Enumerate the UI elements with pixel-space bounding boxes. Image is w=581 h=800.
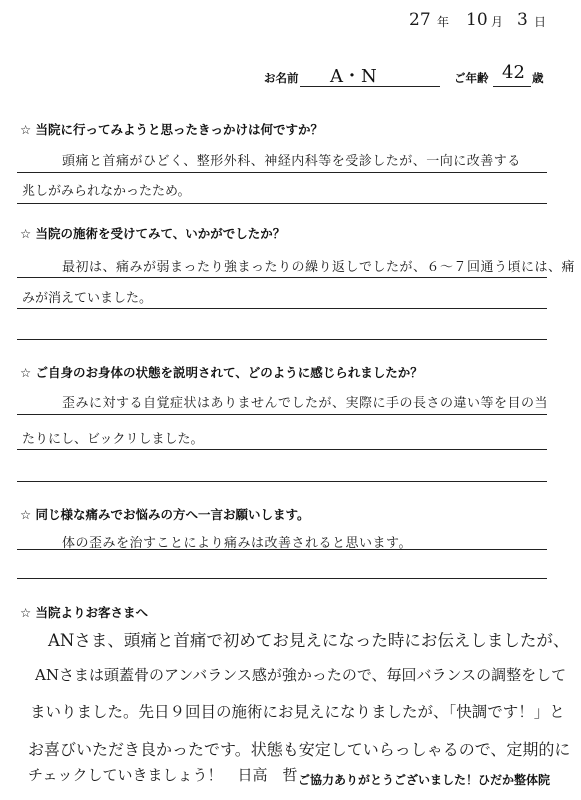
- question-1: ☆ 当院に行ってみようと思ったきっかけは何ですか？: [20, 122, 324, 137]
- answer-4-rule-1: [17, 549, 547, 550]
- answer-5-line-3: まいりました。先日９回目の施術にお見えになりましたが、「快調です！」と: [30, 703, 565, 721]
- age-underline: [493, 86, 531, 87]
- age-label: ご年齢: [454, 71, 489, 85]
- answer-5-line-5: チェックしていきましょう！ 日高 哲: [28, 766, 298, 784]
- question-2: ☆ 当院の施術を受けてみて、いかがでしたか？: [20, 226, 286, 241]
- answer-2-rule-2: [17, 308, 547, 309]
- date-day-unit: 日: [534, 15, 547, 29]
- answer-2-line-1: 最初は、痛みが弱まったり強まったりの繰り返しでしたが、６～７回通う頃には、痛: [62, 260, 576, 275]
- date-month-unit: 月: [491, 15, 504, 29]
- question-3: ☆ ご自身のお身体の状態を説明されて、どのように感じられましたか？: [20, 365, 423, 380]
- answer-2-rule-1: [17, 277, 547, 278]
- answer-5-line-2: ANさまは頭蓋骨のアンバランス感が強かったので、毎回バランスの調整をして: [35, 666, 567, 684]
- question-5: ☆ 当院よりお客さまへ: [20, 605, 149, 620]
- question-4: ☆ 同じ様な痛みでお悩みの方へ一言お願いします。: [20, 507, 310, 522]
- answer-1-line-1: 頭痛と首痛がひどく、整形外科、神経内科等を受診したが、一向に改善する: [62, 154, 521, 169]
- age-value: 42: [502, 62, 525, 83]
- answer-2-rule-3: [17, 339, 547, 340]
- date-year-unit: 年: [437, 15, 450, 29]
- name-label: お名前: [264, 71, 299, 85]
- answer-5-line-1: ANさま、頭痛と首痛で初めてお見えになった時にお伝えしましたが、: [48, 631, 570, 650]
- thanks-text: ご協力ありがとうございました！: [298, 773, 479, 787]
- answer-1-rule-1: [17, 172, 547, 173]
- answer-1-rule-2: [17, 203, 547, 204]
- answer-2-line-2: みが消えていました。: [22, 291, 153, 306]
- date-year: 27: [409, 10, 431, 30]
- answer-1-line-2: 兆しがみられなかったため。: [22, 184, 191, 199]
- answer-3-line-1: 歪みに対する自覚症状はありませんでしたが、実際に手の長さの違い等を目の当: [62, 396, 549, 411]
- answer-4-line-1: 体の歪みを治すことにより痛みは改善されると思います。: [62, 536, 412, 551]
- name-underline: [300, 86, 440, 87]
- date-day: 3: [517, 10, 528, 30]
- answer-4-rule-2: [17, 578, 547, 579]
- answer-3-rule-3: [17, 481, 547, 482]
- date-month: 10: [466, 10, 488, 30]
- answer-5-line-4: お喜びいただき良かったです。状態も安定していらっしゃるので、定期的に: [28, 740, 571, 759]
- answer-3-rule-1: [17, 414, 547, 415]
- answer-3-rule-2: [17, 449, 547, 450]
- answer-3-line-2: たりにし、ビックリしました。: [22, 432, 204, 447]
- name-value: A・N: [330, 66, 377, 87]
- age-unit: 歳: [532, 71, 544, 85]
- clinic-name: ひだか整体院: [478, 773, 551, 787]
